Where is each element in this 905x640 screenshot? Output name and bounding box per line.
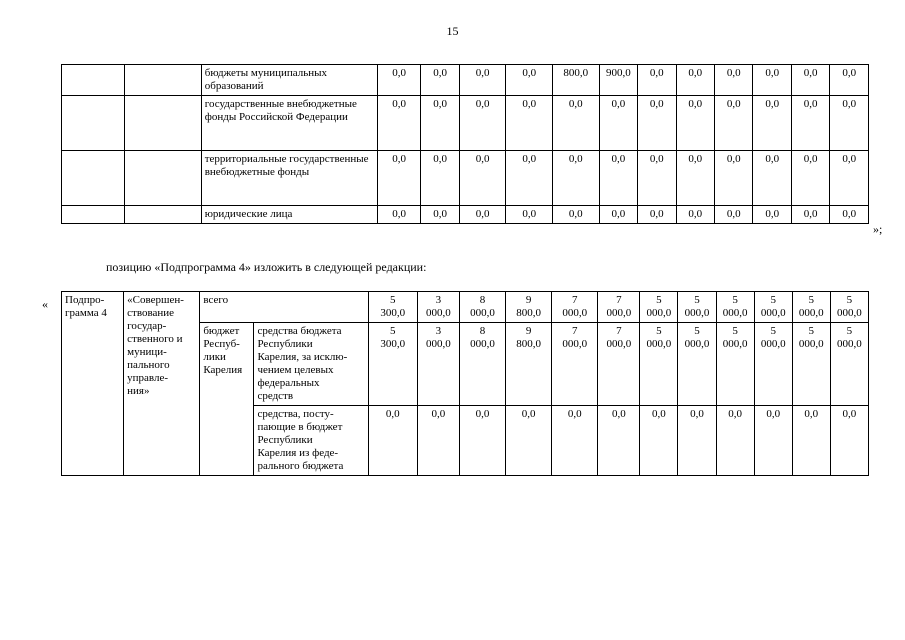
page-number: 15 [446, 24, 459, 38]
value-cell: 0,0 [377, 206, 421, 224]
value-cell: 0,0 [676, 96, 714, 151]
value-cell: 5 000,0 [830, 323, 868, 406]
value-cell: 0,0 [714, 206, 752, 224]
value-cell: 0,0 [830, 206, 869, 224]
value-cell: 0,0 [640, 406, 678, 476]
federal-funds-label: средства, посту- пающие в бюджет Республики Карелия из феде- рального бюджета [254, 406, 368, 476]
value-cell: 5 300,0 [368, 292, 417, 323]
value-cell: 7 000,0 [552, 292, 598, 323]
value-cell: 0,0 [791, 151, 829, 206]
value-cell: 0,0 [368, 406, 417, 476]
budget-label: бюджет Респуб- лики Карелия [200, 323, 254, 476]
subprogram-4-table [61, 291, 869, 476]
value-cell: 5 000,0 [754, 292, 792, 323]
value-cell: 0,0 [506, 206, 553, 224]
value-cell: 9 800,0 [506, 292, 552, 323]
value-cell: 0,0 [638, 206, 676, 224]
value-cell: 0,0 [506, 151, 553, 206]
value-cell: 900,0 [599, 65, 637, 96]
value-cell: 0,0 [421, 206, 459, 224]
table-row [62, 206, 869, 224]
source-label: территориальные государственные внебюджетные фонды [201, 151, 377, 206]
value-cell: 0,0 [599, 206, 637, 224]
opening-quote: « [42, 297, 48, 311]
funding-table-continued [61, 64, 869, 224]
value-cell: 0,0 [377, 65, 421, 96]
value-cell: 3 000,0 [417, 292, 459, 323]
value-cell: 0,0 [599, 151, 637, 206]
value-cell: 800,0 [553, 65, 600, 96]
value-cell: 0,0 [676, 151, 714, 206]
value-cell: 5 000,0 [678, 323, 716, 406]
value-cell: 0,0 [716, 406, 754, 476]
value-cell: 5 000,0 [640, 292, 678, 323]
value-cell: 0,0 [678, 406, 716, 476]
value-cell: 0,0 [830, 65, 869, 96]
value-cell: 0,0 [791, 96, 829, 151]
value-cell: 0,0 [638, 151, 676, 206]
source-label: бюджеты муниципальных образований [201, 65, 377, 96]
value-cell: 0,0 [417, 406, 459, 476]
value-cell: 5 000,0 [792, 292, 830, 323]
value-cell: 0,0 [459, 151, 506, 206]
program-name: «Совершен- ствование государ- ственного и муници- пального управле- ния» [124, 292, 200, 476]
empty-cell [124, 96, 201, 151]
own-funds-label: средства бюджета Республики Карелия, за исклю- чением целевых федеральных средств [254, 323, 368, 406]
value-cell: 0,0 [753, 96, 791, 151]
value-cell: 0,0 [830, 406, 868, 476]
value-cell: 0,0 [791, 206, 829, 224]
value-cell: 5 000,0 [716, 292, 754, 323]
value-cell: 0,0 [791, 65, 829, 96]
source-label: государственные внебюджетные фонды Российской Федерации [201, 96, 377, 151]
value-cell: 5 000,0 [640, 323, 678, 406]
value-cell: 5 000,0 [678, 292, 716, 323]
value-cell: 0,0 [638, 65, 676, 96]
value-cell: 8 000,0 [459, 323, 505, 406]
value-cell: 7 000,0 [552, 323, 598, 406]
closing-quote: »; [873, 222, 883, 236]
value-cell: 0,0 [459, 206, 506, 224]
source-label: юридические лица [201, 206, 377, 224]
value-cell: 0,0 [753, 151, 791, 206]
value-cell: 0,0 [459, 96, 506, 151]
value-cell: 5 000,0 [830, 292, 868, 323]
value-cell: 0,0 [598, 406, 640, 476]
value-cell: 5 000,0 [792, 323, 830, 406]
row-total [62, 292, 869, 323]
value-cell: 0,0 [506, 65, 553, 96]
value-cell: 0,0 [714, 96, 752, 151]
value-cell: 0,0 [599, 96, 637, 151]
instruction-text: позицию «Подпрограмма 4» изложить в следующей редакции: [106, 260, 427, 274]
value-cell: 7 000,0 [598, 292, 640, 323]
value-cell: 5 000,0 [754, 323, 792, 406]
value-cell: 0,0 [506, 406, 552, 476]
value-cell: 0,0 [676, 65, 714, 96]
value-cell: 9 800,0 [506, 323, 552, 406]
value-cell: 0,0 [459, 65, 506, 96]
empty-cell [62, 96, 125, 151]
value-cell: 0,0 [421, 65, 459, 96]
value-cell: 0,0 [377, 96, 421, 151]
empty-cell [124, 206, 201, 224]
value-cell: 8 000,0 [459, 292, 505, 323]
value-cell: 0,0 [506, 96, 553, 151]
value-cell: 0,0 [421, 96, 459, 151]
empty-cell [62, 151, 125, 206]
value-cell: 0,0 [676, 206, 714, 224]
value-cell: 0,0 [792, 406, 830, 476]
value-cell: 0,0 [552, 406, 598, 476]
value-cell: 3 000,0 [417, 323, 459, 406]
table-row [62, 65, 869, 96]
value-cell: 0,0 [553, 206, 600, 224]
value-cell: 0,0 [753, 65, 791, 96]
value-cell: 0,0 [377, 151, 421, 206]
table-row [62, 151, 869, 206]
empty-cell [62, 206, 125, 224]
value-cell: 0,0 [553, 151, 600, 206]
value-cell: 0,0 [714, 65, 752, 96]
value-cell: 0,0 [553, 96, 600, 151]
value-cell: 0,0 [830, 96, 869, 151]
value-cell: 0,0 [714, 151, 752, 206]
value-cell: 5 000,0 [716, 323, 754, 406]
value-cell: 0,0 [421, 151, 459, 206]
value-cell: 0,0 [459, 406, 505, 476]
value-cell: 5 300,0 [368, 323, 417, 406]
empty-cell [124, 151, 201, 206]
total-label: всего [200, 292, 368, 323]
value-cell: 0,0 [638, 96, 676, 151]
value-cell: 0,0 [753, 206, 791, 224]
empty-cell [62, 65, 125, 96]
table-row [62, 96, 869, 151]
value-cell: 0,0 [830, 151, 869, 206]
program-number: Подпро- грамма 4 [62, 292, 124, 476]
empty-cell [124, 65, 201, 96]
value-cell: 7 000,0 [598, 323, 640, 406]
value-cell: 0,0 [754, 406, 792, 476]
